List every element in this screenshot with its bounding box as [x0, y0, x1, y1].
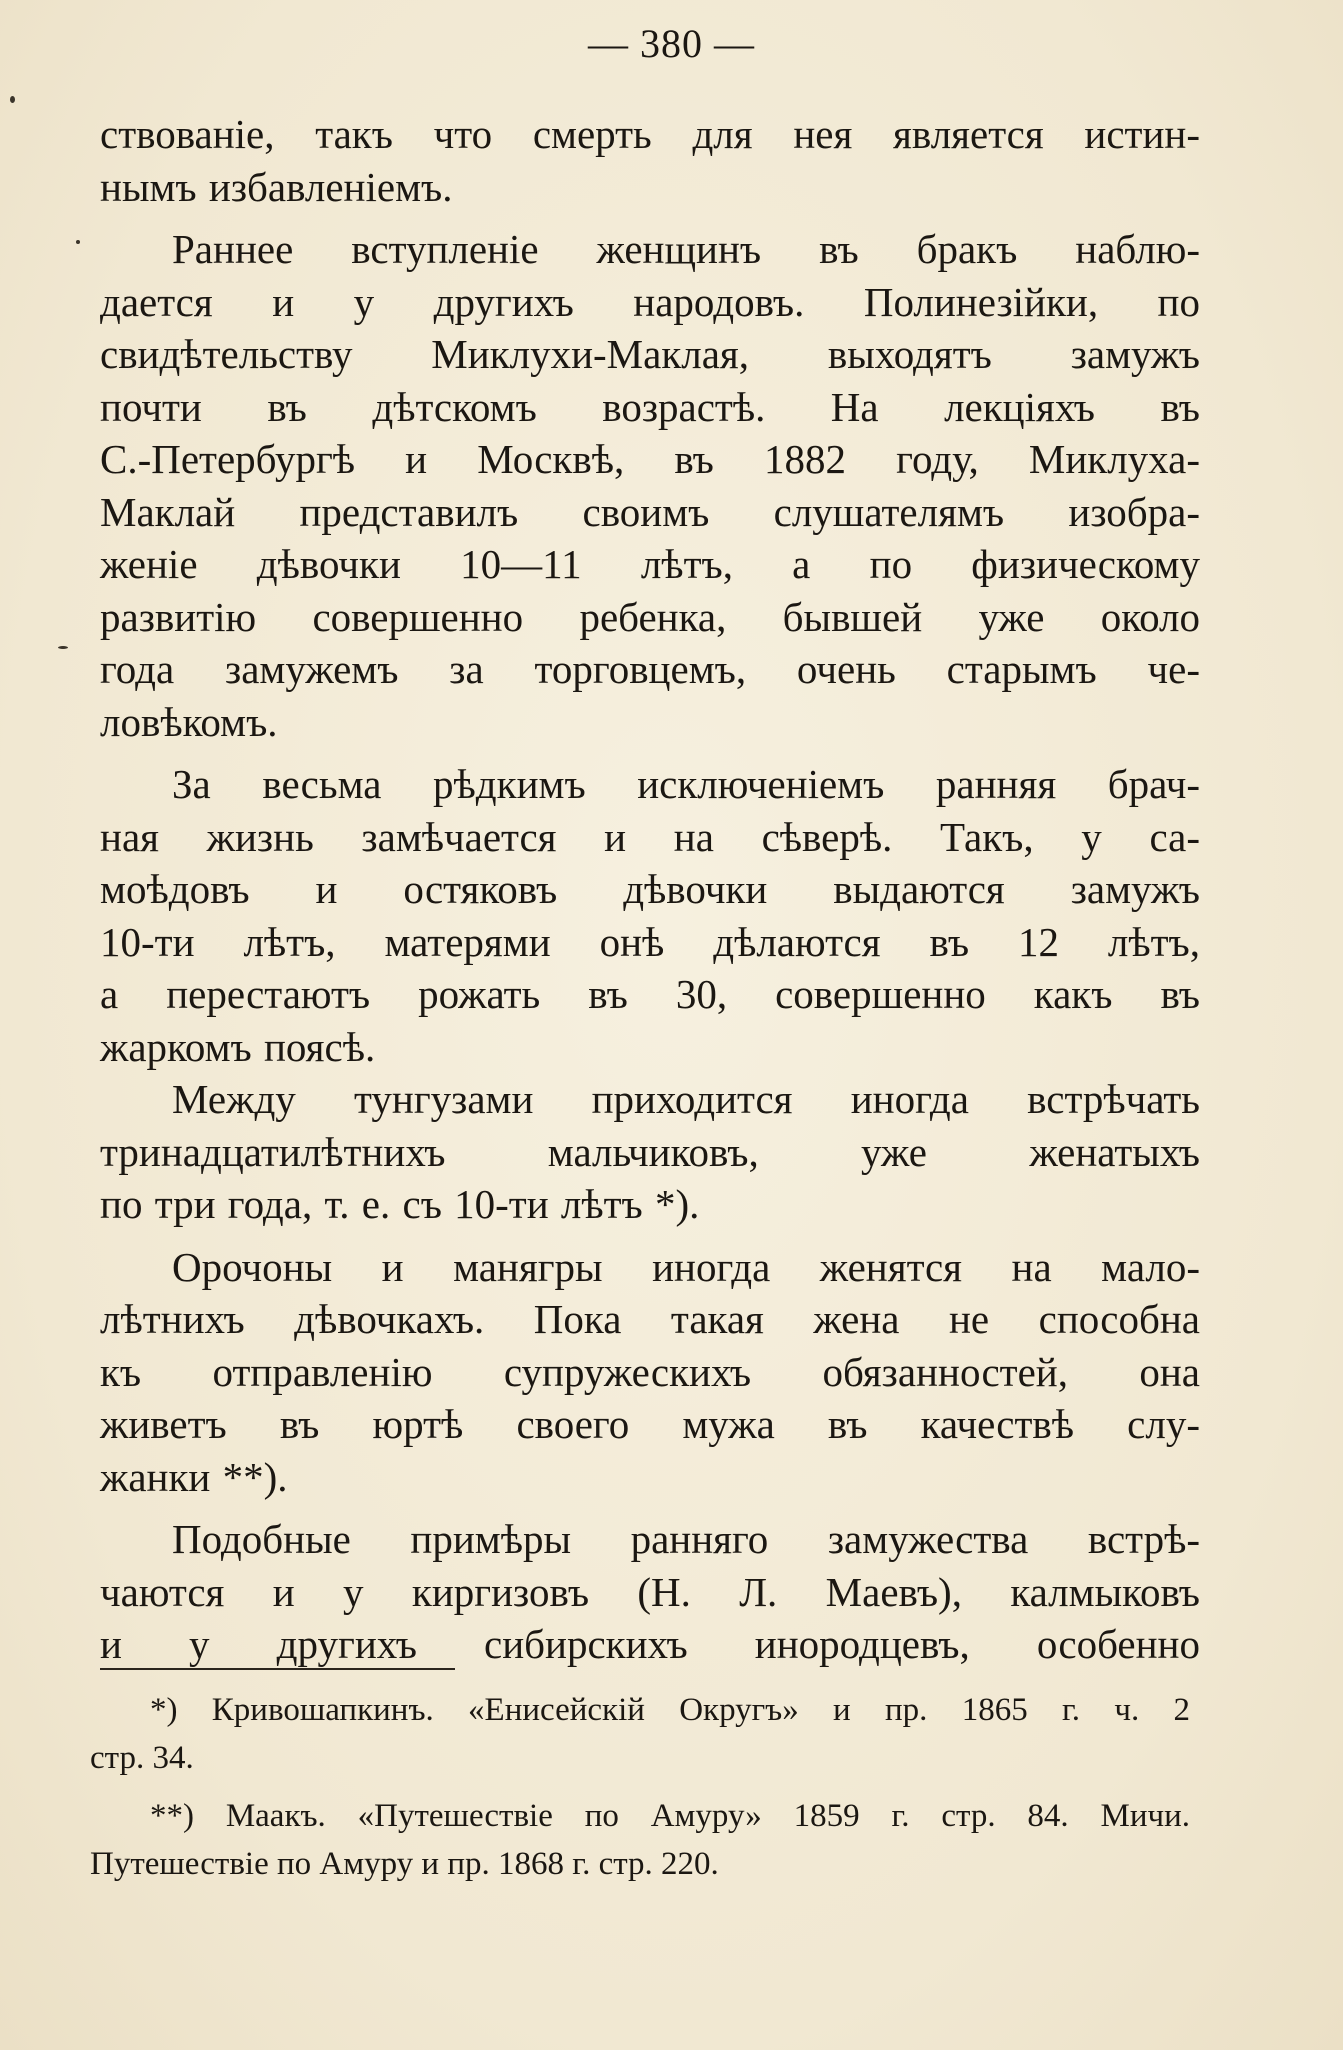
text-line: жанки **).	[100, 1453, 288, 1500]
footnote-divider	[100, 1668, 455, 1670]
text-line: Подобные примѣры ранняго замужества встрѣ-	[172, 1516, 1200, 1562]
print-speck	[76, 240, 80, 244]
print-speck	[10, 96, 15, 103]
body-text	[100, 108, 1200, 1671]
text-line: Орочоны и манягры иногда женятся на мало-	[172, 1243, 1200, 1290]
text-line: дается и у другихъ народовъ. Полинезійки, по	[100, 278, 1200, 325]
text-line: лѣтнихъ дѣвочкахъ. Пока такая жена не способна	[100, 1296, 1200, 1342]
text-line: и у другихъ сибирскихъ инородцевъ, особенно	[100, 1621, 1200, 1667]
footnote-line: *) Кривошапкинъ. «Енисейскій Округъ» и пр. 1865 г. ч. 2	[150, 1692, 1190, 1728]
text-line: а перестаютъ рожать въ 30, совершенно какъ въ	[100, 971, 1200, 1017]
text-line: За весьма рѣдкимъ исключеніемъ ранняя брач-	[172, 761, 1200, 807]
text-line: почти въ дѣтскомъ возрастѣ. На лекціяхъ въ	[100, 383, 1200, 430]
text-line: жаркомъ поясѣ.	[100, 1023, 376, 1070]
text-line: Между тунгузами приходится иногда встрѣчать	[172, 1076, 1200, 1122]
text-line: ловѣкомъ.	[100, 698, 278, 745]
footnote-line: Путешествіе по Амуру и пр. 1868 г. стр. 220.	[90, 1846, 719, 1882]
page-number: — 380 —	[588, 21, 755, 66]
text-line: живетъ въ юртѣ своего мужа въ качествѣ слу-	[100, 1401, 1200, 1447]
footnote-line: стр. 34.	[90, 1740, 194, 1776]
text-line: женіе дѣвочки 10—11 лѣтъ, а по физическому	[100, 541, 1200, 587]
text-line: по три года, т. е. съ 10-ти лѣтъ *).	[100, 1181, 700, 1227]
text-line: чаются и у киргизовъ (Н. Л. Маевъ), калмыковъ	[100, 1568, 1200, 1615]
text-line: развитію совершенно ребенка, бывшей уже около	[100, 593, 1200, 640]
text-line: Маклай представилъ своимъ слушателямъ изобра-	[100, 488, 1200, 535]
footnotes	[90, 1686, 1190, 1888]
text-line: къ отправленію супружескихъ обязанностей, она	[100, 1348, 1200, 1395]
footnote-line: **) Маакъ. «Путешествіе по Амуру» 1859 г. стр. 84. Мичи.	[150, 1798, 1190, 1834]
text-line: ствованіе, такъ что смерть для нея является истин-	[100, 111, 1200, 157]
text-line: ная жизнь замѣчается и на сѣверѣ. Такъ, у са-	[100, 813, 1200, 860]
text-line: года замужемъ за торговцемъ, очень старымъ че-	[100, 646, 1200, 692]
text-line: Раннее вступленіе женщинъ въ бракъ наблю-	[172, 226, 1200, 272]
text-line: 10-ти лѣтъ, матерями онѣ дѣлаются въ 12 лѣтъ,	[100, 918, 1200, 965]
text-line: свидѣтельству Миклухи-Маклая, выходятъ замужъ	[100, 331, 1200, 377]
text-line: С.-Петербургѣ и Москвѣ, въ 1882 году, Миклуха-	[100, 436, 1200, 482]
text-line: моѣдовъ и остяковъ дѣвочки выдаются замужъ	[100, 866, 1200, 912]
text-line: тринадцатилѣтнихъ мальчиковъ, уже женатыхъ	[100, 1128, 1200, 1175]
print-speck	[58, 646, 68, 649]
text-line: нымъ избавленіемъ.	[100, 163, 453, 210]
